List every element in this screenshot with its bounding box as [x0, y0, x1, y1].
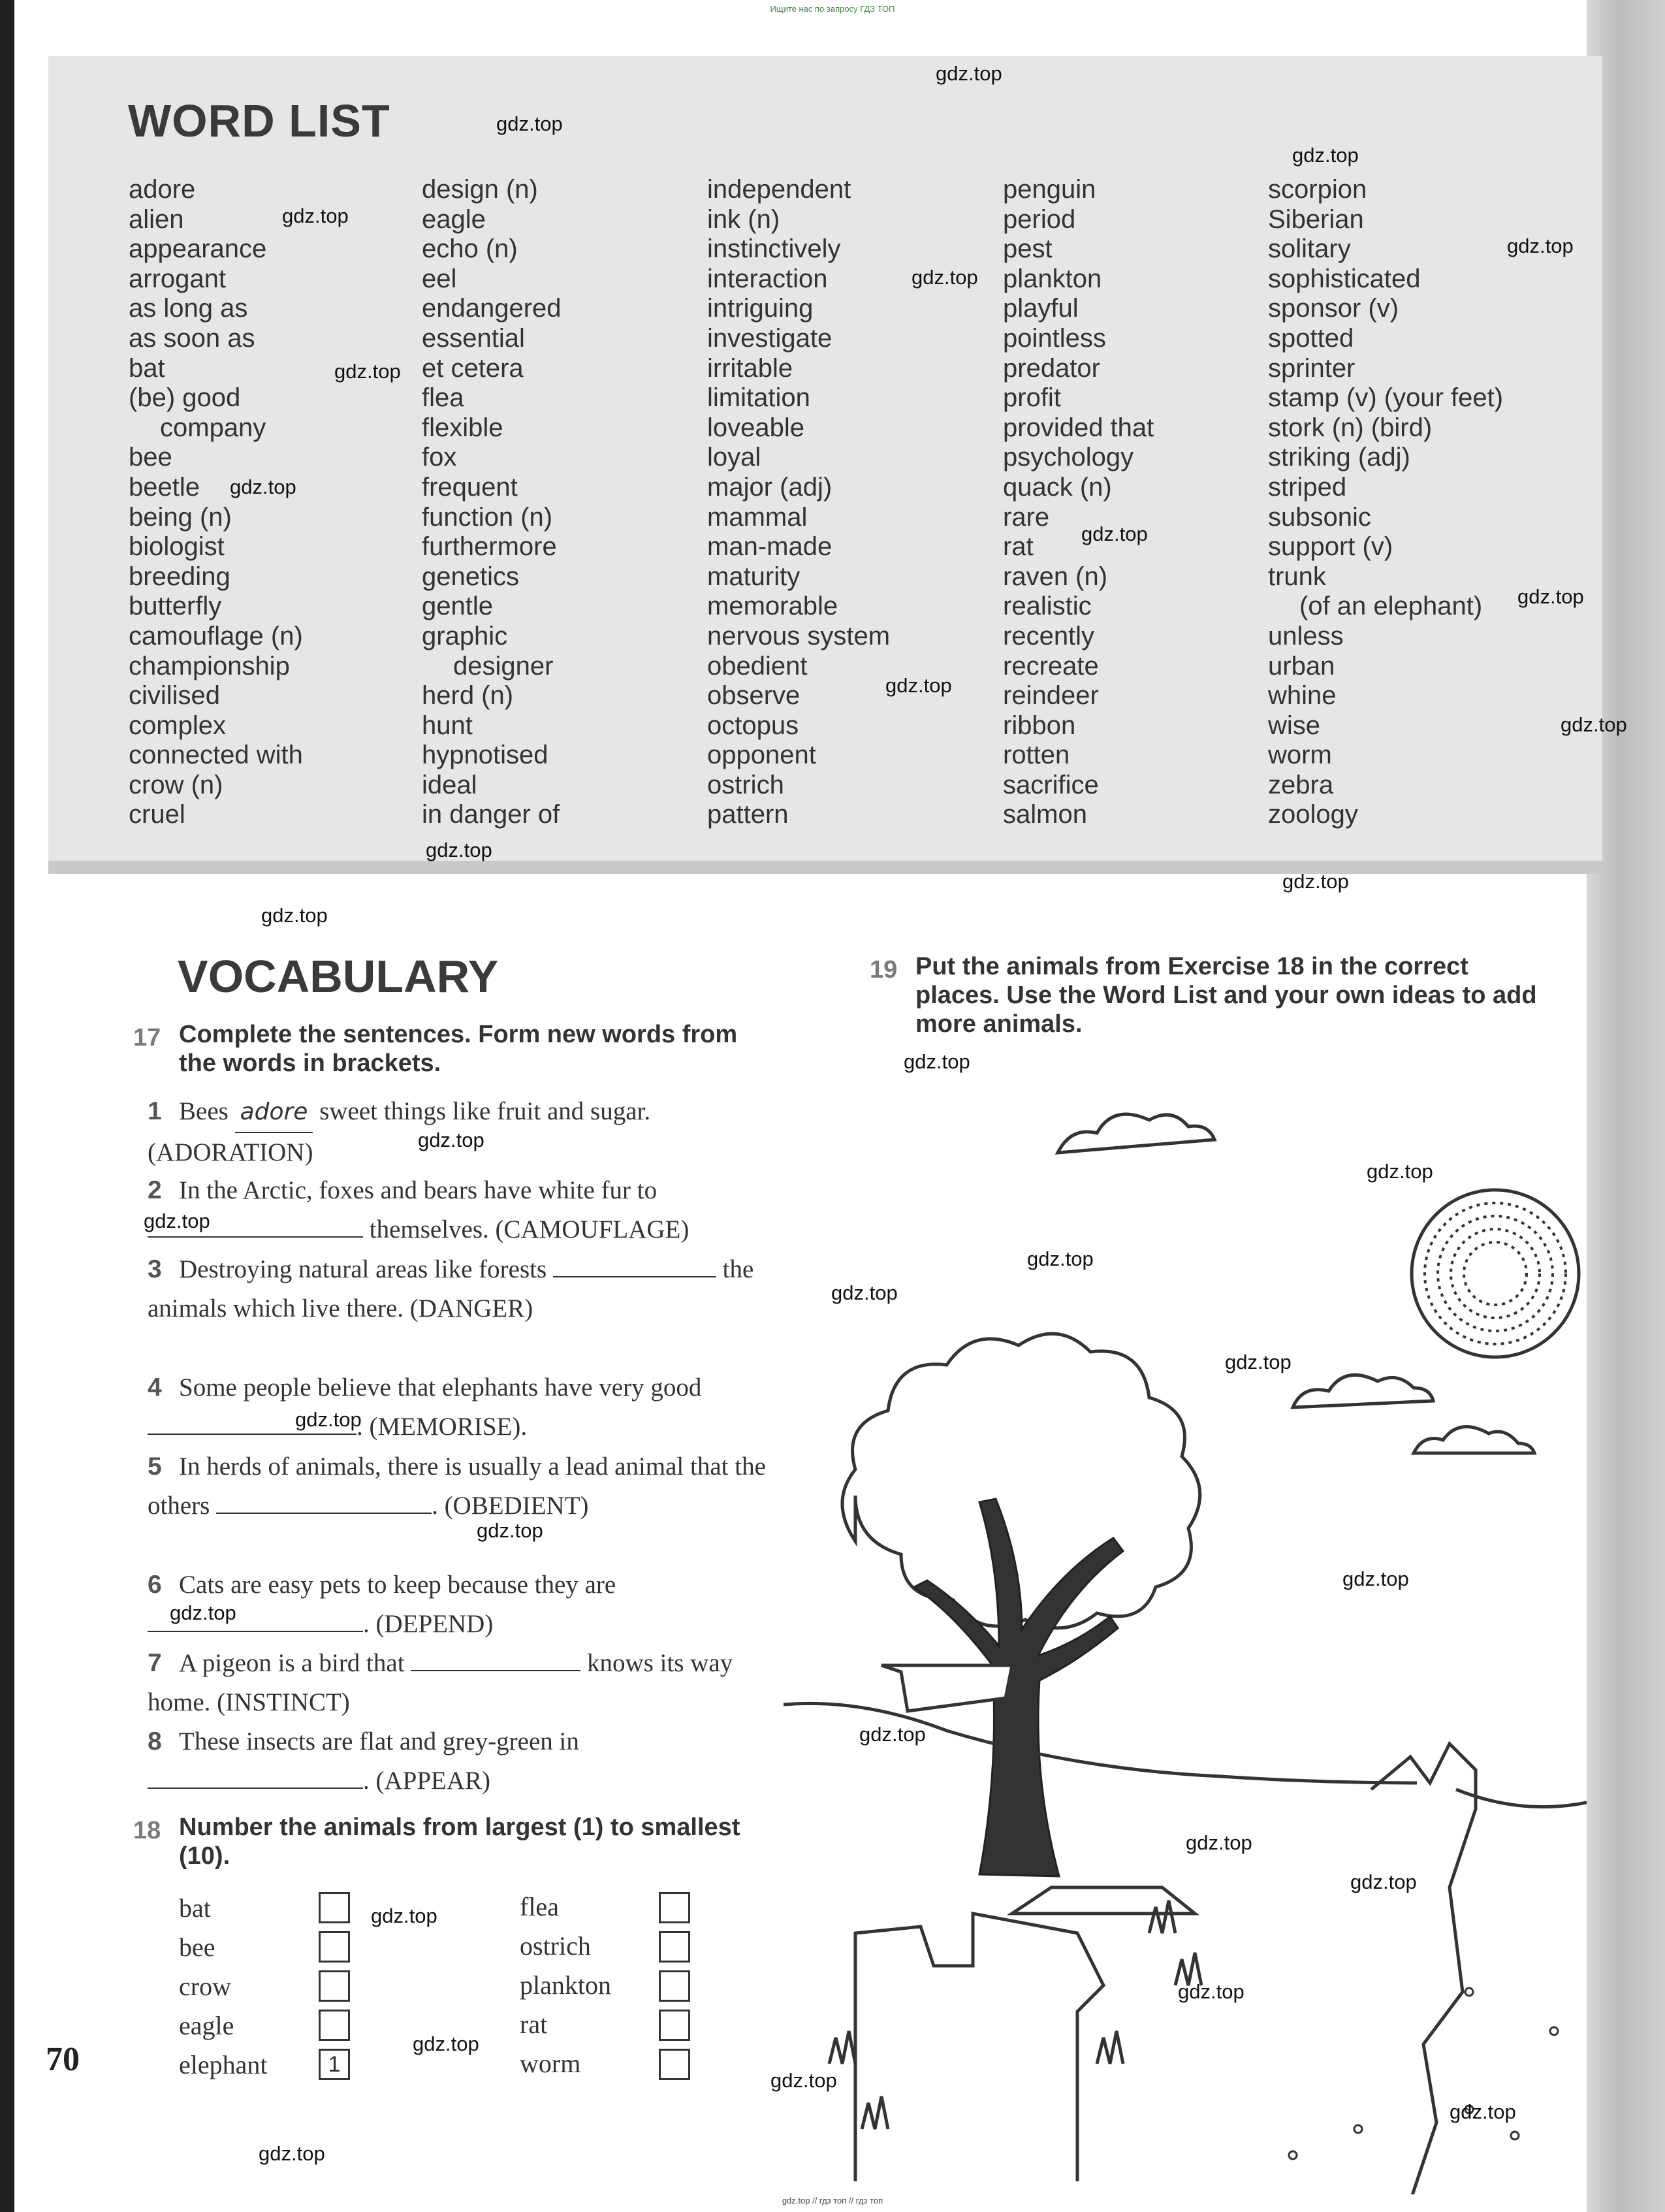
- word-list-entry: zebra: [1268, 770, 1334, 799]
- rock-icon: [881, 1665, 1012, 1711]
- word-list-entry: pest: [1003, 234, 1053, 264]
- word-list-entry: ink (n): [707, 204, 780, 234]
- word-list-entry: maturity: [707, 562, 801, 591]
- watermark: gdz.top: [1225, 1351, 1292, 1373]
- word-list-entry: investigate: [707, 323, 832, 353]
- word-list-entry: arrogant: [129, 264, 226, 293]
- word-list-entry: observe: [707, 681, 801, 711]
- word-list-entry: urban: [1268, 651, 1335, 681]
- page-binding-edge: [0, 0, 14, 2212]
- sentence-start: Destroying natural areas like forests: [179, 1255, 547, 1283]
- word-list-entry: stamp (v) (your feet): [1268, 383, 1504, 413]
- word-list-entry: herd (n): [422, 681, 514, 711]
- exercise-17-item-2: [148, 1171, 787, 1249]
- word-list-entry: intriguing: [707, 294, 814, 323]
- word-list-entry: solitary: [1268, 234, 1351, 264]
- word-list-column-4: [1003, 175, 1154, 830]
- word-list-entry: eel: [422, 264, 457, 293]
- word-list-entry: adore: [129, 175, 196, 204]
- sun-icon: [1412, 1190, 1579, 1357]
- word-list-entry: salmon: [1003, 800, 1087, 829]
- word-list-entry: genetics: [422, 562, 519, 591]
- watermark: gdz.top: [426, 839, 492, 861]
- word-list-entry: hunt: [422, 711, 473, 740]
- word-list-entry: connected with: [129, 741, 303, 770]
- word-list-entry: design (n): [422, 175, 538, 204]
- item-number: 6: [148, 1571, 162, 1599]
- animal-bat: bat: [179, 1893, 211, 1923]
- word-list-entry: mammal: [707, 502, 808, 532]
- exercise-17-number: 17: [133, 1024, 161, 1051]
- word-list-entry: eagle: [422, 204, 486, 234]
- word-list-entry: sacrifice: [1003, 770, 1099, 799]
- item-number: 3: [148, 1255, 162, 1283]
- watermark: gdz.top: [334, 360, 401, 383]
- watermark: gdz.top: [1292, 144, 1359, 167]
- word-list-entry: spotted: [1268, 323, 1354, 353]
- word-list-entry: zoology: [1268, 800, 1358, 829]
- word-list-entry: profit: [1003, 383, 1061, 413]
- word-list-title: WORD LIST: [128, 95, 390, 146]
- word-list-entry: ostrich: [707, 770, 784, 799]
- animal-plankton: plankton: [520, 1970, 611, 2000]
- word-list-entry: unless: [1268, 621, 1344, 650]
- item-number: 7: [148, 1649, 162, 1677]
- word-list-entry: company: [160, 413, 266, 442]
- watermark: gdz.top: [413, 2032, 479, 2055]
- watermark: gdz.top: [831, 1281, 898, 1304]
- watermark: gdz.top: [1282, 870, 1349, 893]
- animal-bee: bee: [179, 1932, 215, 1962]
- word-list-entry: rat: [1003, 532, 1034, 562]
- watermark: gdz.top: [230, 475, 296, 498]
- word-list-entry: whine: [1268, 681, 1337, 711]
- cloud-icon: [1058, 1114, 1214, 1153]
- watermark: gdz.top: [885, 674, 952, 697]
- rank-box-flea[interactable]: [659, 1892, 690, 1923]
- word-list-entry: raven (n): [1003, 562, 1108, 591]
- answer-blank[interactable]: [553, 1257, 716, 1277]
- word-list-entry: pattern: [707, 800, 789, 829]
- word-list-entry: crow (n): [129, 770, 223, 799]
- watermark: gdz.top: [261, 904, 328, 927]
- word-list-entry: championship: [129, 651, 290, 681]
- word-list-entry: hypnotised: [422, 741, 548, 770]
- exercise-17-item-5: [148, 1447, 787, 1526]
- watermark: gdz.top: [1350, 1870, 1417, 1893]
- item-number: 1: [148, 1097, 162, 1125]
- sentence-end: . (OBEDIENT): [432, 1492, 589, 1520]
- answer-blank[interactable]: [411, 1650, 580, 1671]
- word-list-entry: irritable: [707, 353, 793, 383]
- watermark: gdz.top: [936, 62, 1002, 85]
- word-list-entry: sophisticated: [1268, 264, 1421, 293]
- rank-box-crow[interactable]: [319, 1970, 350, 2002]
- watermark: gdz.top: [1081, 522, 1148, 545]
- answer-field[interactable]: adore: [235, 1093, 313, 1133]
- word-list-entry: breeding: [129, 562, 230, 591]
- word-list-entry: appearance: [129, 234, 267, 264]
- exercise-18-number: 18: [133, 1817, 161, 1844]
- exercise-17-item-3: [148, 1250, 787, 1328]
- sentence-start: A pigeon is a bird that: [179, 1649, 405, 1677]
- word-list-entry: striped: [1268, 472, 1347, 502]
- word-list-entry: predator: [1003, 353, 1100, 383]
- word-list-entry: plankton: [1003, 264, 1102, 293]
- header-note: Ищите нас по запросу ГДЗ ТОП: [770, 4, 895, 14]
- sentence-start: Cats are easy pets to keep because they are: [179, 1571, 616, 1599]
- word-list-entry: civilised: [129, 681, 221, 711]
- word-list-entry: flexible: [422, 413, 503, 442]
- word-list-entry: wise: [1268, 711, 1321, 740]
- watermark: gdz.top: [496, 112, 563, 135]
- word-list-entry: sponsor (v): [1268, 294, 1399, 323]
- word-list-entry: rotten: [1003, 741, 1070, 770]
- tree-crown-icon: [842, 1334, 1200, 1628]
- word-list-entry: recreate: [1003, 651, 1099, 681]
- item-number: 4: [148, 1373, 162, 1402]
- exercise-17-item-4: [148, 1368, 787, 1447]
- word-list-entry: frequent: [422, 472, 518, 502]
- word-list-entry: endangered: [422, 294, 562, 323]
- word-list-entry: realistic: [1003, 592, 1092, 621]
- sentence-start: These insects are flat and grey-green in: [179, 1727, 579, 1755]
- animal-eagle: eagle: [179, 2011, 234, 2040]
- watermark: gdz.top: [1517, 585, 1584, 608]
- animal-elephant: elephant: [179, 2050, 268, 2079]
- word-list-entry: flea: [422, 383, 464, 413]
- word-list-entry: loyal: [707, 443, 761, 472]
- word-list-entry: major (adj): [707, 472, 832, 502]
- sentence-start: Some people believe that elephants have very good: [179, 1373, 702, 1402]
- word-list-entry: essential: [422, 323, 525, 353]
- cliff-icon: [855, 1914, 1103, 2181]
- word-list-entry: sprinter: [1268, 353, 1356, 383]
- watermark: gdz.top: [1186, 1831, 1252, 1854]
- word-list-entry: nervous system: [707, 621, 891, 650]
- word-list-entry: gentle: [422, 592, 493, 621]
- watermark: gdz.top: [282, 204, 349, 227]
- item-number: 5: [148, 1452, 162, 1481]
- word-list-entry: stork (n) (bird): [1268, 413, 1433, 442]
- word-list-entry: independent: [707, 175, 851, 204]
- word-list-column-1: [129, 175, 303, 830]
- word-list-entry: trunk: [1268, 562, 1326, 591]
- cliff-icon: [1371, 1744, 1476, 2194]
- item-number: 8: [148, 1727, 162, 1755]
- word-list-entry: fox: [422, 443, 457, 472]
- word-list-entry: cruel: [129, 800, 185, 829]
- rank-box-eagle[interactable]: [319, 2010, 350, 2041]
- sentence-end: the animals which live there. (DANGER): [148, 1255, 754, 1322]
- word-list-entry: octopus: [707, 711, 799, 740]
- word-list-entry: ribbon: [1003, 711, 1076, 740]
- watermark: gdz.top: [418, 1129, 484, 1151]
- word-list-entry: as soon as: [129, 323, 255, 353]
- word-list-entry: provided that: [1003, 413, 1154, 442]
- watermark: gdz.top: [1367, 1160, 1433, 1183]
- word-list-entry: psychology: [1003, 443, 1134, 472]
- exercise-17-item-7: [148, 1644, 787, 1722]
- watermark: gdz.top: [1342, 1567, 1409, 1590]
- word-list-entry: camouflage (n): [129, 621, 303, 650]
- sentence-start: Bees: [179, 1097, 229, 1125]
- answer-blank[interactable]: [148, 1768, 363, 1789]
- grass-icon: [862, 2096, 888, 2129]
- animal-rat: rat: [520, 2010, 548, 2039]
- word-list-entry: period: [1003, 204, 1076, 234]
- animal-worm: worm: [520, 2049, 581, 2078]
- sentence-end: . (APPEAR): [363, 1767, 491, 1795]
- sentence-start: In the Arctic, foxes and bears have white fur to: [179, 1176, 658, 1204]
- watermark: gdz.top: [859, 1723, 926, 1746]
- word-list-entry: support (v): [1268, 532, 1393, 562]
- sentence-end: . (MEMORISE).: [357, 1413, 528, 1441]
- watermark: gdz.top: [904, 1050, 970, 1073]
- rank-box-worm[interactable]: [659, 2049, 690, 2080]
- word-list-entry: penguin: [1003, 175, 1096, 204]
- word-list-entry: graphic: [422, 621, 508, 650]
- word-list-entry: butterfly: [129, 592, 222, 621]
- word-list-column-3: [707, 175, 890, 830]
- word-list-entry: furthermore: [422, 532, 557, 562]
- sentence-end: . (DEPEND): [363, 1610, 494, 1638]
- word-list-entry: bee: [129, 443, 172, 472]
- word-list-entry: memorable: [707, 592, 838, 621]
- exercise-18-instruction: Number the animals from largest (1) to smallest (10).: [179, 1814, 740, 1870]
- word-list-entry: ideal: [422, 770, 477, 799]
- exercise-19-number: 19: [870, 956, 898, 984]
- word-list-entry: echo (n): [422, 234, 518, 264]
- word-list-entry: as long as: [129, 294, 248, 323]
- rank-box-rat[interactable]: [659, 2010, 690, 2041]
- exercise-19-instruction: Put the animals from Exercise 18 in the correct places. Use the Word List and your own ideas to add more animals.: [915, 953, 1537, 1038]
- word-list-entry: playful: [1003, 294, 1079, 323]
- word-list-entry: (be) good: [129, 383, 241, 413]
- word-list-entry: reindeer: [1003, 681, 1099, 711]
- word-list-entry: worm: [1268, 741, 1332, 770]
- watermark: gdz.top: [144, 1210, 210, 1232]
- item-number: 2: [148, 1176, 162, 1204]
- word-list-column-2: [422, 175, 562, 830]
- rank-box-ostrich[interactable]: [659, 1931, 690, 1963]
- word-list-entry: beetle: [129, 472, 200, 502]
- watermark: gdz.top: [371, 1904, 437, 1927]
- watermark: gdz.top: [1178, 1980, 1245, 2003]
- word-list-entry: opponent: [707, 741, 816, 770]
- word-list-entry: man-made: [707, 532, 832, 562]
- watermark: gdz.top: [1027, 1247, 1094, 1270]
- word-list-entry: scorpion: [1268, 175, 1367, 204]
- footer-note: gdz.top // гдз топ // гдз топ: [782, 2196, 883, 2205]
- word-list-entry: complex: [129, 711, 226, 740]
- rank-box-elephant[interactable]: 1: [319, 2049, 350, 2080]
- rank-box-bat[interactable]: [319, 1892, 350, 1923]
- answer-blank[interactable]: [216, 1493, 432, 1514]
- word-list-entry: subsonic: [1268, 502, 1371, 532]
- grass-icon: [829, 2031, 855, 2064]
- word-list-entry: function (n): [422, 502, 553, 532]
- word-list-entry: recently: [1003, 621, 1095, 650]
- cloud-icon: [1414, 1427, 1534, 1453]
- word-list-entry: designer: [453, 651, 554, 681]
- sentence-end: sweet things like fruit and sugar. (ADORATION): [148, 1097, 651, 1166]
- word-list-entry: striking (adj): [1268, 443, 1410, 472]
- grass-icon: [1097, 2031, 1123, 2064]
- word-list-column-5: [1268, 175, 1503, 830]
- exercise-17-item-6: [148, 1565, 787, 1644]
- exercise-17-item-8: [148, 1722, 787, 1801]
- watermark: gdz.top: [295, 1408, 362, 1431]
- watermark: gdz.top: [170, 1601, 236, 1624]
- word-list-entry: (of an elephant): [1299, 592, 1483, 621]
- word-list-entry: bat: [129, 353, 165, 383]
- watermark: gdz.top: [912, 266, 978, 289]
- watermark: gdz.top: [1561, 713, 1627, 736]
- word-list-entry: alien: [129, 204, 184, 234]
- rank-box-bee[interactable]: [319, 1931, 350, 1963]
- word-list-entry: Siberian: [1268, 204, 1364, 234]
- rank-box-plankton[interactable]: [659, 1970, 690, 2002]
- sentence-start: In herds of animals, there is usually a lead animal that the others: [148, 1452, 766, 1520]
- word-list-entry: biologist: [129, 532, 225, 562]
- word-list-entry: in danger of: [422, 800, 560, 829]
- sentence-end: knows its way home. (INSTINCT): [148, 1649, 733, 1716]
- word-list-entry: et cetera: [422, 353, 524, 383]
- vocabulary-title: VOCABULARY: [178, 951, 499, 1002]
- habitat-illustration: [784, 1084, 1587, 2194]
- animal-flea: flea: [520, 1892, 559, 1921]
- word-list-entry: limitation: [707, 383, 810, 413]
- word-list-entry: instinctively: [707, 234, 841, 264]
- watermark: gdz.top: [477, 1519, 543, 1542]
- animal-ostrich: ostrich: [520, 1931, 591, 1961]
- word-list-entry: quack (n): [1003, 472, 1112, 502]
- word-list-entry: pointless: [1003, 323, 1106, 353]
- word-list-entry: obedient: [707, 651, 808, 681]
- word-list-entry: being (n): [129, 502, 232, 532]
- watermark: gdz.top: [259, 2142, 325, 2165]
- word-list-entry: interaction: [707, 264, 828, 293]
- page-number: 70: [46, 2041, 80, 2078]
- watermark: gdz.top: [1507, 234, 1574, 257]
- word-list-entry: rare: [1003, 502, 1050, 532]
- cloud-icon: [1293, 1375, 1433, 1407]
- animal-crow: crow: [179, 1972, 231, 2001]
- watermark: gdz.top: [1450, 2100, 1516, 2123]
- word-list-entry: loveable: [707, 413, 805, 442]
- exercise-17-instruction: Complete the sentences. Form new words from the words in brackets.: [179, 1021, 738, 1077]
- sentence-end: themselves. (CAMOUFLAGE): [369, 1215, 690, 1243]
- watermark: gdz.top: [770, 2069, 837, 2092]
